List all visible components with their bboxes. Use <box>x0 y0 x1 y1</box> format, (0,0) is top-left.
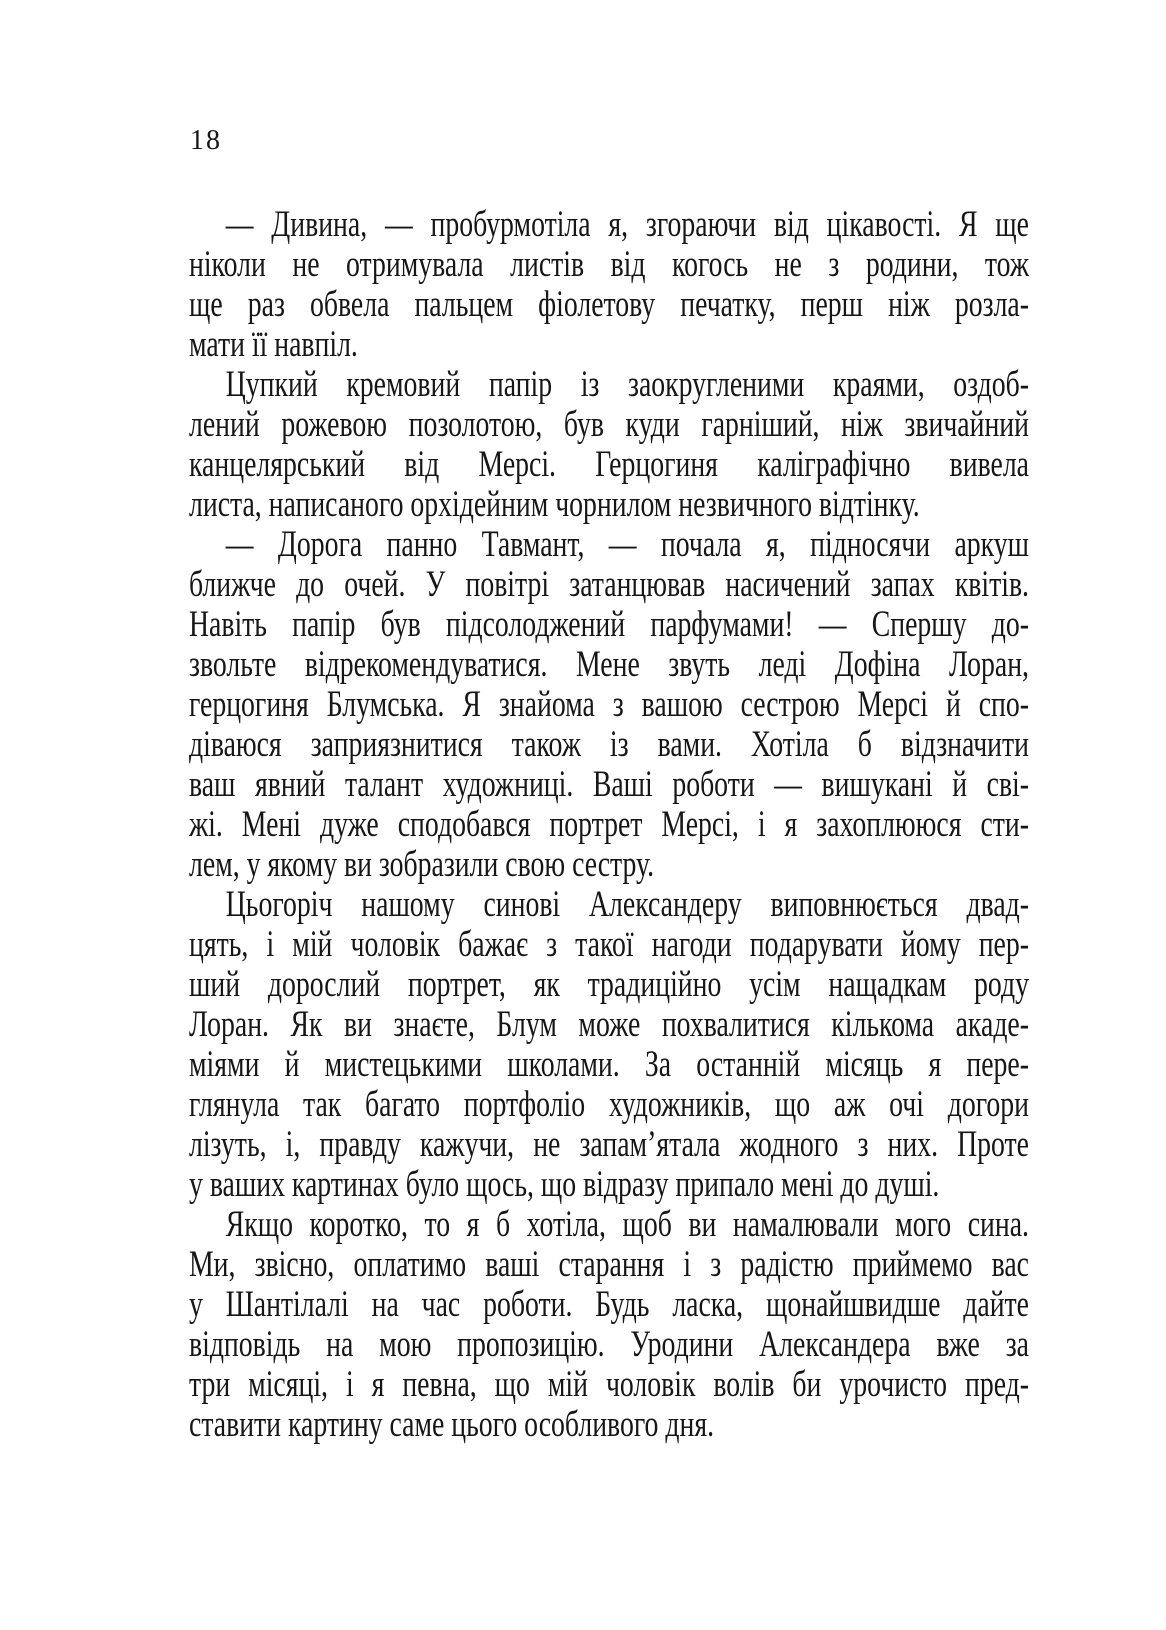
text-line: — Дорога панно Тавмант, — почала я, підносячи аркуш <box>225 525 1029 565</box>
text-line: — Дивина, — пробурмотіла я, згораючи від цікавості. Я ще <box>225 205 1029 245</box>
paragraph <box>189 885 1029 1205</box>
text-line: ближче до очей. У повітрі затанцював насичений запах квітів. <box>189 565 1029 605</box>
text-line: ставити картину саме цього особливого дня. <box>189 1405 715 1445</box>
text-line: ваш явний талант художниці. Ваші роботи — вишукані й сві- <box>189 765 1029 805</box>
text-line: три місяці, і я певна, що мій чоловік волів би урочисто пред- <box>189 1365 1029 1405</box>
text-line: міями й мистецькими школами. За останній місяць я пере- <box>189 1045 1029 1085</box>
text-block <box>189 205 1029 1445</box>
text-line: лений рожевою позолотою, був куди гарніший, ніж звичайний <box>189 405 1029 445</box>
text-line: Ми, звісно, оплатимо ваші старання і з радістю приймемо вас <box>189 1245 1029 1285</box>
text-line: жі. Мені дуже сподобався портрет Мерсі, і я захоплююся сти- <box>189 805 1029 845</box>
text-line: ще раз обвела пальцем фіолетову печатку, перш ніж розла- <box>189 285 1029 325</box>
text-line: ніколи не отримувала листів від когось не з родини, тож <box>189 245 1029 285</box>
text-line: діваюся заприязнитися також із вами. Хотіла б відзначити <box>189 725 1029 765</box>
paragraph <box>189 525 1029 885</box>
text-line: Цьогоріч нашому синові Александеру виповнюється двад- <box>225 885 1029 925</box>
text-line: у ваших картинах було щось, що відразу припало мені до душі. <box>189 1165 940 1205</box>
text-line: у Шантілалі на час роботи. Будь ласка, щонайшвидше дайте <box>189 1285 1029 1325</box>
page-number: 18 <box>190 125 222 156</box>
text-line: Цупкий кремовий папір із заокругленими краями, оздоб- <box>225 365 1029 405</box>
text-line: ший дорослий портрет, як традиційно усім нащадкам роду <box>189 965 1029 1005</box>
text-line: глянула так багато портфоліо художників, що аж очі догори <box>189 1085 1029 1125</box>
text-line: мати її навпіл. <box>189 325 358 365</box>
text-line: Якщо коротко, то я б хотіла, щоб ви намалювали мого сина. <box>225 1205 1029 1245</box>
text-line: цять, і мій чоловік бажає з такої нагоди подарувати йому пер- <box>189 925 1029 965</box>
text-line: герцогиня Блумська. Я знайома з вашою сестрою Мерсі й спо- <box>189 685 1029 725</box>
text-line: звольте відрекомендуватися. Мене звуть леді Дофіна Лоран, <box>189 645 1029 685</box>
text-line: листа, написаного орхідейним чорнилом незвичного відтінку. <box>189 485 920 525</box>
text-line: канцелярський від Мерсі. Герцогиня каліграфічно вивела <box>189 445 1029 485</box>
text-line: відповідь на мою пропозицію. Уродини Александера вже за <box>189 1325 1029 1365</box>
text-line: Навіть папір був підсолоджений парфумами! — Спершу до- <box>189 605 1029 645</box>
paragraph <box>189 1205 1029 1445</box>
text-line: лем, у якому ви зобразили свою сестру. <box>189 845 655 885</box>
text-line: Лоран. Як ви знаєте, Блум може похвалитися кількома акаде- <box>189 1005 1029 1045</box>
text-line: лізуть, і, правду кажучи, не запам’ятала жодного з них. Проте <box>189 1125 1029 1165</box>
paragraph <box>189 205 1029 365</box>
paragraph <box>189 365 1029 525</box>
